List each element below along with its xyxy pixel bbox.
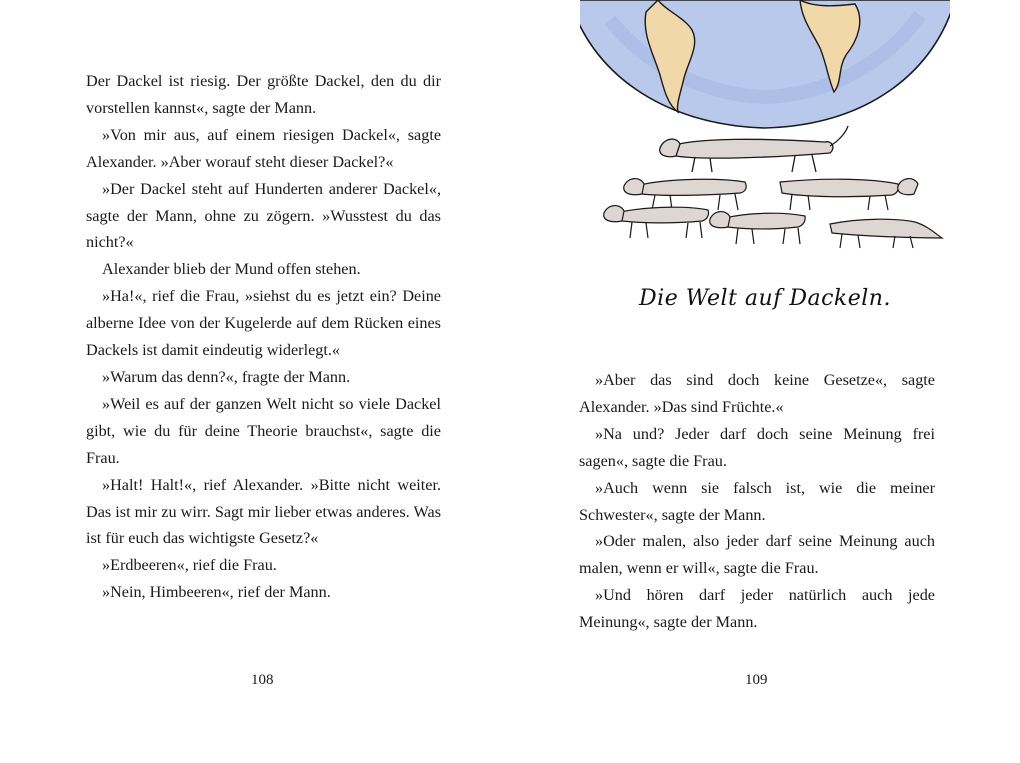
left-text-block (86, 68, 441, 606)
globe-on-dachshunds-illustration (580, 0, 950, 255)
paragraph: »Na und? Jeder darf doch seine Meinung frei sagen«, sagte die Frau. (579, 424, 935, 470)
paragraph: Der Dackel ist riesig. Der größte Dackel, den du dir vorstellen kannst«, sagte der Mann. (86, 72, 441, 117)
paragraph: »Nein, Himbeeren«, rief der Mann. (102, 583, 331, 602)
paragraph: »Ha!«, rief die Frau, »siehst du es jetzt ein? Deine alberne Idee von der Kugelerde auf dem Rücken eines Dackels ist damit eindeutig widerlegt.« (86, 287, 441, 360)
illustration-caption: Die Welt auf Dackeln. (639, 286, 891, 311)
paragraph: »Halt! Halt!«, rief Alexander. »Bitte nicht weiter. Das ist mir zu wirr. Sagt mir lieber etwas anderes. Was ist für euch das wichtigste Gesetz?« (86, 475, 441, 548)
paragraph: »Auch wenn sie falsch ist, wie die meiner Schwester«, sagte der Mann. (579, 478, 935, 524)
paragraph: »Von mir aus, auf einem riesigen Dackel«, sagte Alexander. »Aber worauf steht dieser Dackel?« (86, 125, 441, 171)
paragraph: »Erdbeeren«, rief die Frau. (102, 556, 277, 575)
paragraph: »Der Dackel steht auf Hunderten anderer Dackel«, sagte der Mann, ohne zu zögern. »Wusstest du das nicht?« (86, 179, 441, 252)
paragraph: Alexander blieb der Mund offen stehen. (102, 260, 361, 279)
page-number-right: 109 (745, 672, 768, 688)
right-page (510, 0, 1020, 763)
page-number-left: 108 (251, 672, 274, 688)
paragraph: »Weil es auf der ganzen Welt nicht so viele Dackel gibt, wie du für deine Theorie brauchst«, sagte die Frau. (86, 394, 441, 467)
paragraph: »Aber das sind doch keine Gesetze«, sagte Alexander. »Das sind Früchte.« (579, 371, 935, 416)
paragraph: »Warum das denn?«, fragte der Mann. (102, 367, 351, 386)
paragraph: »Und hören darf jeder natürlich auch jede Meinung«, sagte der Mann. (579, 586, 935, 632)
paragraph: »Oder malen, also jeder darf seine Meinung auch malen, wenn er will«, sagte die Frau. (579, 532, 935, 578)
right-text-block (579, 367, 935, 636)
